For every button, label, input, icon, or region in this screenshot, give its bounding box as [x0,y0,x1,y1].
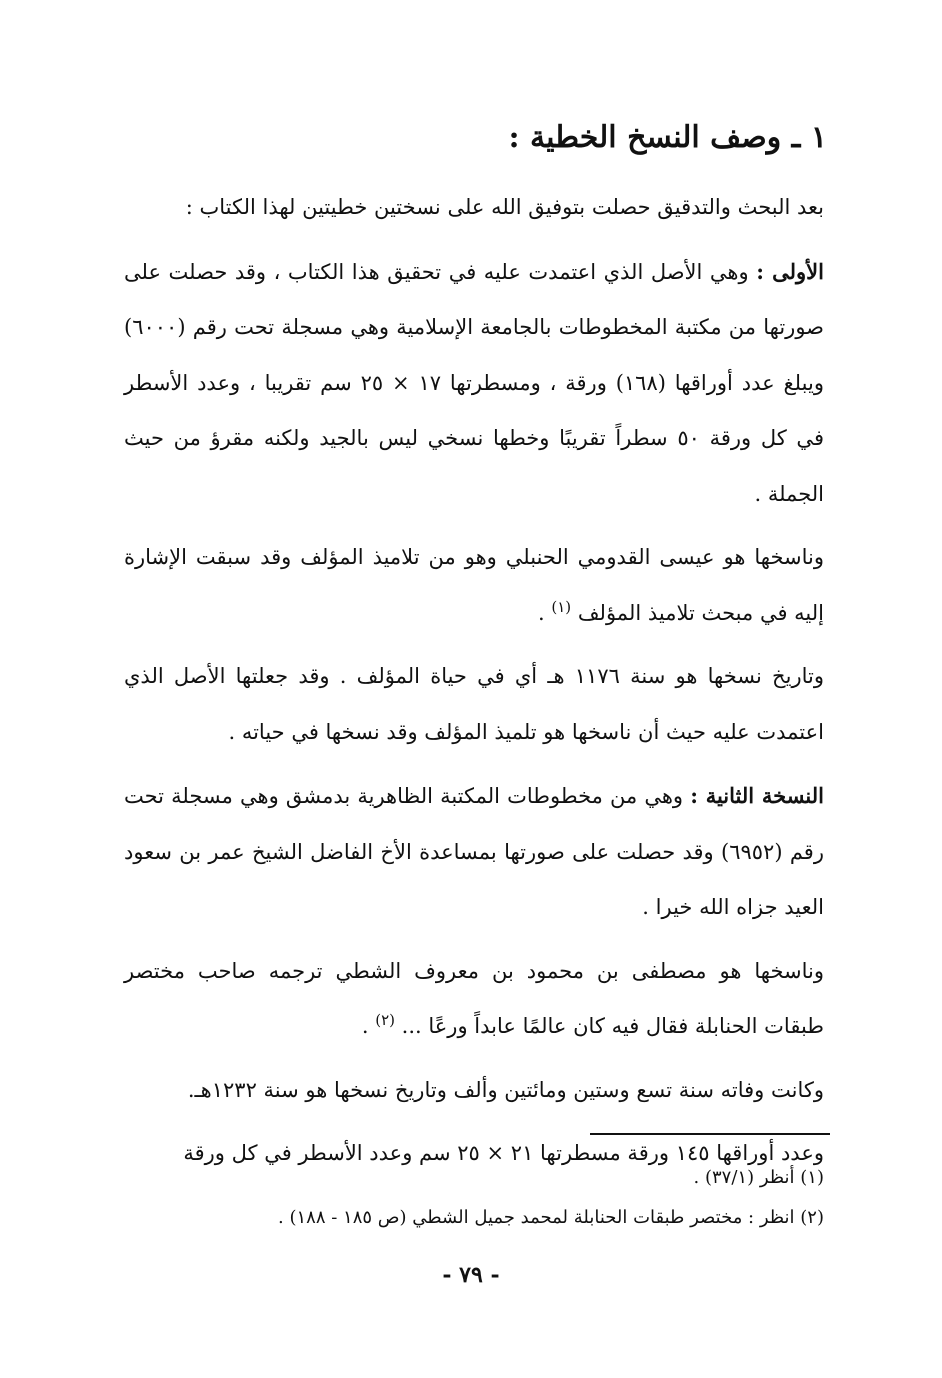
section-heading: ١ ـ وصف النسخ الخطية : [508,120,827,155]
paragraph-first-copy [124,244,824,523]
footnote-ref-2: (٢) [375,1011,395,1029]
paragraph-copyist-1 [124,530,824,641]
copyist-2-text: وناسخها هو مصطفى بن محمود بن معروف الشطي ترجمه صاحب مختصر طبقات الحنابلة فقال فيه كان عالمًا عابداً ورعًا ... [124,958,824,1038]
paragraph-leaves: وعدد أوراقها ١٤٥ ورقة مسطرتها ٢١ × ٢٥ سم وعدد الأسطر في كل ورقة [183,1141,824,1165]
body-text [124,180,824,1190]
second-copy-lead: النسخة الثانية : [690,783,824,808]
second-copy-body: وهي من مخطوطات المكتبة الظاهرية بدمشق وهي مسجلة تحت رقم (٦٩٥٢) وقد حصلت على صورتها بمساعدة الأخ الفاضل الشيخ عمر بن سعود العيد جزاه الله خيرا . [124,784,824,919]
paragraph-date-1: وتاريخ نسخها هو سنة ١١٧٦ هـ أي في حياة المؤلف . وقد جعلتها الأصل الذي اعتمدت عليه حيث أن ناسخها هو تلميذ المؤلف وقد نسخها في حياته . [124,664,824,744]
footnote-ref-1: (١) [551,597,572,616]
first-copy-lead: الأولى : [756,258,824,284]
footnote-2: (٢) انظر : مختصر طبقات الحنابلة لمحمد جميل الشطي (ص ١٨٥ - ١٨٨) . [278,1207,824,1228]
paragraph-copyist-2 [124,944,824,1055]
copyist-1-text: وناسخها هو عيسى القدومي الحنبلي وهو من تلاميذ المؤلف وقد سبقت الإشارة إليه في مبحث تلاميذ المؤلف [124,545,824,625]
copyist-1-end: . [537,600,552,625]
footnotes [124,1158,824,1238]
copyist-2-end: . [361,1014,376,1038]
paragraph-intro: بعد البحث والتدقيق حصلت بتوفيق الله على نسختين خطيتين لهذا الكتاب : [185,195,824,219]
footnote-1: (١) أنظر (٣٧/١) . [693,1167,824,1188]
paragraph-death: وكانت وفاته سنة تسع وستين ومائتين وألف وتاريخ نسخها هو سنة ١٢٣٢هـ. [187,1077,824,1102]
page-number: - ٧٩ - [442,1262,500,1288]
paragraph-second-copy [124,768,824,936]
footnote-divider [590,1133,830,1135]
first-copy-body: وهي الأصل الذي اعتمدت عليه في تحقيق هذا الكتاب ، وقد حصلت على صورتها من مكتبة المخطوطات بالجامعة الإسلامية وهي مسجلة تحت رقم (٦٠٠٠) ويبلغ عدد أوراقها (١٦٨) ورقة ، ومسطرتها ١٧ × ٢٥ سم تقريبا ، وعدد الأسطر في كل ورقة ٥٠ سطراً تقريبًا وخطها نسخي ليس بالجيد ولكنه مقرؤ من حيث الجملة . [124,259,824,506]
